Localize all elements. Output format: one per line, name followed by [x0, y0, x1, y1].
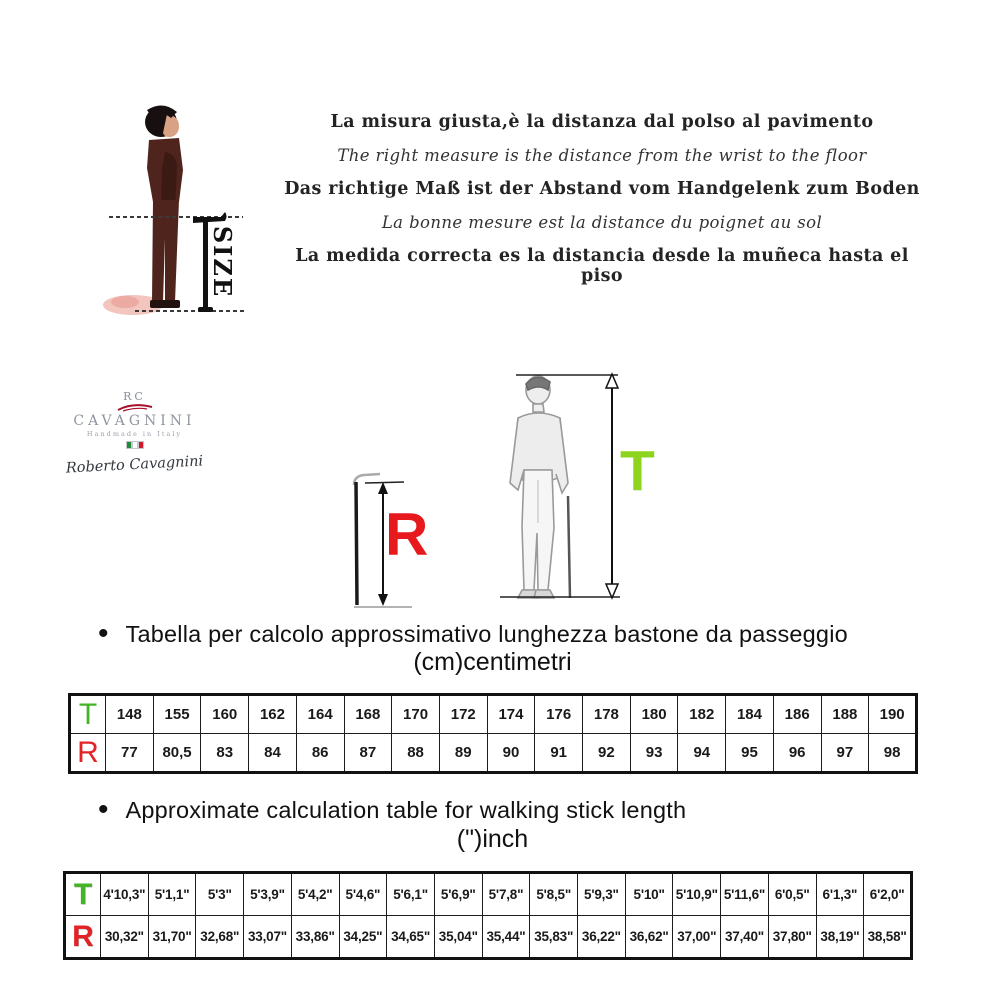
inch-stick-value: 38,58"	[864, 916, 912, 959]
inch-stick-value: 36,22"	[578, 916, 626, 959]
cm-stick-value: 77	[106, 734, 154, 773]
inch-stick-value: 35,04"	[434, 916, 482, 959]
cm-height-value: 155	[153, 695, 201, 734]
bullet-icon: •	[98, 793, 109, 826]
cm-stick-value: 86	[296, 734, 344, 773]
cm-stick-value: 90	[487, 734, 535, 773]
inch-height-value: 5'3,9"	[244, 873, 292, 916]
inch-stick-value: 32,68"	[196, 916, 244, 959]
inch-stick-row-label: R	[65, 916, 101, 959]
inch-height-value: 6'0,5"	[768, 873, 816, 916]
brand-initials: RC	[123, 390, 146, 403]
brand-logo	[52, 390, 217, 477]
inch-height-value: 5'7,8"	[482, 873, 530, 916]
inch-stick-value: 33,07"	[244, 916, 292, 959]
cm-height-value: 170	[392, 695, 440, 734]
cm-stick-value: 94	[678, 734, 726, 773]
cm-stick-value: 98	[869, 734, 917, 773]
cm-stick-value: 97	[821, 734, 869, 773]
inch-height-value: 5'10"	[625, 873, 673, 916]
cm-height-value: 182	[678, 695, 726, 734]
cm-height-value: 174	[487, 695, 535, 734]
cm-height-value: 188	[821, 695, 869, 734]
inch-stick-value: 37,40"	[721, 916, 769, 959]
inch-height-value: 5'6,9"	[434, 873, 482, 916]
sketched-person	[510, 376, 568, 598]
cm-height-value: 164	[296, 695, 344, 734]
inch-table-title-row	[98, 793, 687, 826]
inch-stick-value: 35,44"	[482, 916, 530, 959]
inch-height-value: 5'9,3"	[578, 873, 626, 916]
inch-height-value: 4'10,3"	[101, 873, 149, 916]
cm-stick-value: 88	[392, 734, 440, 773]
inch-stick-value: 31,70"	[148, 916, 196, 959]
cm-height-value: 184	[726, 695, 774, 734]
inch-stick-value: 37,00"	[673, 916, 721, 959]
inch-stick-value: 38,19"	[816, 916, 864, 959]
cm-table-title: Tabella per calcolo approssimativo lunghezza bastone da passeggio	[125, 621, 848, 647]
cm-height-value: 178	[583, 695, 631, 734]
cm-height-value: 172	[439, 695, 487, 734]
cm-height-value: 190	[869, 695, 917, 734]
stick-shaft	[356, 482, 357, 605]
cm-height-row	[70, 695, 917, 734]
inch-height-value: 5'11,6"	[721, 873, 769, 916]
cm-stick-value: 83	[201, 734, 249, 773]
cm-stick-value: 93	[630, 734, 678, 773]
height-letter: T	[620, 439, 655, 503]
cm-table-title-row	[98, 617, 848, 650]
inch-height-value: 5'6,1"	[387, 873, 435, 916]
cm-size-table	[68, 693, 918, 774]
inch-unit-label: (")inch	[456, 825, 529, 853]
cm-stick-value: 87	[344, 734, 392, 773]
inch-stick-row	[65, 916, 912, 959]
inch-stick-value: 30,32"	[101, 916, 149, 959]
cm-height-value: 160	[201, 695, 249, 734]
instruction-english: The right measure is the distance from the wrist to the floor	[337, 146, 867, 165]
inch-height-value: 5'8,5"	[530, 873, 578, 916]
instruction-spanish: La medida correcta es la distancia desde la muñeca hasta el piso	[295, 246, 909, 286]
cm-stick-row-label: R	[70, 734, 106, 773]
inch-stick-value: 37,80"	[768, 916, 816, 959]
inch-stick-value: 34,65"	[387, 916, 435, 959]
inch-stick-value: 33,86"	[291, 916, 339, 959]
brand-name: CAVAGNINI	[73, 413, 196, 429]
inch-stick-value: 35,83"	[530, 916, 578, 959]
person-profile-figure	[145, 105, 183, 308]
inch-height-row-label: T	[65, 873, 101, 916]
inch-stick-value: 36,62"	[625, 916, 673, 959]
inch-height-value: 5'3"	[196, 873, 244, 916]
wrist-measure-illustration	[95, 98, 265, 323]
inch-height-value: 5'10,9"	[673, 873, 721, 916]
cm-height-value: 148	[106, 695, 154, 734]
size-vertical-label: SIZE	[208, 225, 237, 299]
cm-stick-row	[70, 734, 917, 773]
cm-height-value: 162	[249, 695, 297, 734]
inch-height-row	[65, 873, 912, 916]
italian-flag-icon	[52, 441, 217, 449]
sketch-cane	[568, 496, 570, 598]
measure-instructions	[272, 112, 932, 300]
cm-stick-value: 96	[773, 734, 821, 773]
cm-stick-value: 89	[439, 734, 487, 773]
cm-height-value: 176	[535, 695, 583, 734]
inch-height-value: 5'4,6"	[339, 873, 387, 916]
inch-height-value: 6'2,0"	[864, 873, 912, 916]
cm-stick-value: 92	[583, 734, 631, 773]
logo-swoosh-icon	[115, 403, 155, 412]
cm-height-value: 186	[773, 695, 821, 734]
cm-stick-value: 91	[535, 734, 583, 773]
instruction-german: Das richtige Maß ist der Abstand vom Handgelenk zum Boden	[284, 179, 920, 199]
inch-stick-value: 34,25"	[339, 916, 387, 959]
stick-length-letter: R	[385, 501, 429, 568]
inch-height-value: 5'4,2"	[291, 873, 339, 916]
cm-stick-value: 80,5	[153, 734, 201, 773]
cm-unit-label: (cm)centimetri	[413, 648, 572, 676]
inch-size-table	[63, 871, 913, 960]
cm-height-value: 180	[630, 695, 678, 734]
cm-stick-value: 95	[726, 734, 774, 773]
inch-height-value: 6'1,3"	[816, 873, 864, 916]
instruction-french: La bonne mesure est la distance du poignet au sol	[381, 213, 823, 232]
cm-height-value: 168	[344, 695, 392, 734]
brand-signature: Roberto Cavagnini	[65, 453, 204, 477]
brand-tagline: Handmade in Italy	[86, 430, 183, 438]
inch-table-title: Approximate calculation table for walking stick length	[125, 797, 687, 823]
instruction-italian: La misura giusta,è la distanza dal polso al pavimento	[330, 112, 874, 132]
inch-height-value: 5'1,1"	[148, 873, 196, 916]
cm-stick-value: 84	[249, 734, 297, 773]
cm-height-row-label: T	[70, 695, 106, 734]
bullet-icon: •	[98, 617, 109, 650]
